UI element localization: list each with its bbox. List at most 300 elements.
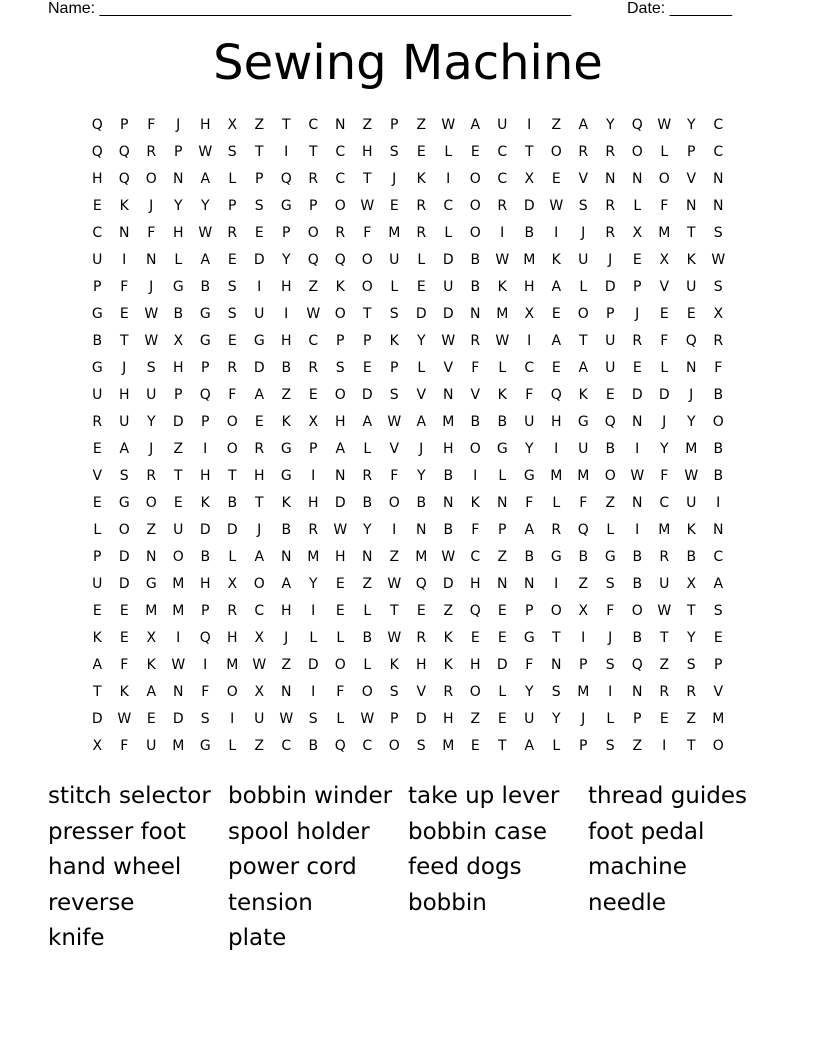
grid-letter: S [308, 711, 319, 727]
grid-letter: S [335, 360, 346, 376]
grid-letter: Z [497, 549, 508, 565]
grid-letter: P [498, 522, 507, 538]
grid-letter: R [632, 333, 643, 349]
grid-letter: W [549, 198, 564, 214]
grid-letter: G [91, 360, 104, 376]
grid-letter: K [551, 252, 562, 268]
grid-letter: K [578, 387, 589, 403]
grid-letter: Q [118, 171, 131, 187]
grid-letter: M [685, 441, 698, 457]
grid-letter: X [686, 576, 697, 592]
grid-letter: S [713, 279, 724, 295]
grid-letter: R [335, 225, 346, 241]
grid-letter: P [174, 387, 183, 403]
grid-letter: K [200, 495, 211, 511]
grid-letter: P [174, 144, 183, 160]
word-item: plate [228, 925, 287, 951]
grid-letter: M [442, 414, 455, 430]
grid-letter: O [361, 684, 374, 700]
grid-letter: D [442, 576, 455, 592]
grid-letter: I [527, 117, 532, 133]
grid-letter: Z [686, 711, 697, 727]
grid-letter: O [253, 576, 266, 592]
grid-letter: W [657, 603, 672, 619]
grid-row [84, 409, 732, 436]
grid-letter: Q [415, 576, 428, 592]
grid-letter: G [577, 414, 590, 430]
grid-letter: A [578, 117, 589, 133]
grid-letter: L [633, 198, 642, 214]
grid-letter: O [658, 171, 671, 187]
grid-letter: Y [524, 441, 535, 457]
grid-letter: I [554, 576, 559, 592]
grid-letter: P [93, 549, 102, 565]
grid-letter: L [552, 495, 561, 511]
grid-letter: S [389, 144, 400, 160]
grid-row [84, 706, 732, 733]
grid-letter: N [605, 171, 616, 187]
grid-letter: E [92, 198, 103, 214]
grid-letter: R [146, 144, 157, 160]
grid-letter: N [146, 549, 157, 565]
grid-letter: B [281, 522, 292, 538]
grid-letter: E [227, 333, 238, 349]
grid-letter: Y [659, 441, 670, 457]
grid-letter: A [200, 171, 211, 187]
grid-letter: F [660, 333, 669, 349]
grid-letter: H [199, 117, 212, 133]
grid-letter: A [470, 117, 481, 133]
grid-letter: B [200, 279, 211, 295]
grid-letter: G [280, 198, 293, 214]
grid-letter: F [390, 468, 399, 484]
grid-letter: J [149, 198, 154, 214]
grid-letter: O [469, 171, 482, 187]
grid-letter: N [281, 684, 292, 700]
grid-letter: C [335, 171, 346, 187]
grid-letter: H [253, 468, 266, 484]
grid-letter: S [146, 360, 157, 376]
grid-letter: G [280, 441, 293, 457]
grid-letter: M [712, 711, 725, 727]
grid-letter: W [387, 576, 402, 592]
word-item: hand wheel [48, 854, 182, 880]
grid-letter: K [686, 252, 697, 268]
grid-letter: N [632, 171, 643, 187]
grid-letter: J [176, 117, 181, 133]
grid-letter: L [606, 711, 615, 727]
grid-letter: B [362, 495, 373, 511]
grid-letter: R [227, 360, 238, 376]
grid-letter: W [198, 144, 213, 160]
grid-letter: K [119, 684, 130, 700]
grid-letter: F [201, 684, 210, 700]
grid-letter: N [146, 252, 157, 268]
grid-letter: L [174, 252, 183, 268]
grid-letter: O [469, 441, 482, 457]
grid-letter: S [389, 684, 400, 700]
grid-letter: I [230, 711, 235, 727]
word-item: bobbin [408, 889, 487, 916]
grid-letter: V [470, 387, 481, 403]
date-field: Date: _______ [627, 0, 732, 17]
grid-letter: M [226, 657, 239, 673]
word-item: spool holder [228, 818, 370, 845]
grid-letter: S [605, 576, 616, 592]
grid-letter: H [280, 279, 293, 295]
grid-letter: R [416, 225, 427, 241]
grid-letter: T [686, 603, 697, 619]
grid-letter: E [605, 387, 616, 403]
grid-letter: A [119, 441, 130, 457]
grid-letter: C [308, 333, 319, 349]
grid-letter: P [633, 711, 642, 727]
grid-letter: V [389, 441, 400, 457]
grid-letter: I [527, 333, 532, 349]
grid-letter: W [630, 468, 645, 484]
grid-letter: F [228, 387, 237, 403]
grid-letter: T [308, 144, 319, 160]
grid-letter: K [443, 657, 454, 673]
grid-letter: E [92, 441, 103, 457]
grid-letter: L [390, 279, 399, 295]
grid-letter: M [523, 252, 536, 268]
grid-letter: S [227, 144, 238, 160]
grid-letter: T [92, 684, 103, 700]
grid-letter: K [92, 630, 103, 646]
grid-letter: H [550, 414, 563, 430]
grid-letter: M [550, 468, 563, 484]
word-item: bobbin case [408, 818, 548, 845]
grid-letter: K [389, 657, 400, 673]
grid-letter: G [172, 279, 185, 295]
grid-letter: G [550, 549, 563, 565]
grid-letter: A [362, 414, 373, 430]
grid-letter: N [443, 387, 454, 403]
grid-letter: V [686, 171, 697, 187]
grid-letter: Q [469, 603, 482, 619]
grid-letter: L [228, 738, 237, 754]
grid-letter: Z [578, 576, 589, 592]
grid-letter: S [713, 603, 724, 619]
grid-letter: I [716, 495, 721, 511]
grid-letter: E [416, 144, 427, 160]
grid-letter: N [686, 360, 697, 376]
grid-letter: E [308, 387, 319, 403]
grid-letter: L [228, 171, 237, 187]
grid-letter: O [334, 657, 347, 673]
grid-letter: D [91, 711, 104, 727]
grid-letter: F [120, 657, 129, 673]
grid-letter: E [92, 603, 103, 619]
grid-letter: I [554, 225, 559, 241]
grid-letter: D [307, 657, 320, 673]
grid-letter: H [172, 360, 185, 376]
grid-letter: Y [308, 576, 319, 592]
grid-letter: X [92, 738, 103, 754]
grid-letter: F [579, 495, 588, 511]
grid-letter: P [336, 333, 345, 349]
grid-letter: S [389, 306, 400, 322]
grid-letter: R [551, 522, 562, 538]
grid-letter: G [280, 468, 293, 484]
grid-letter: W [333, 522, 348, 538]
grid-letter: Y [200, 198, 211, 214]
grid-letter: M [577, 684, 590, 700]
grid-letter: E [335, 576, 346, 592]
grid-letter: Z [146, 522, 157, 538]
grid-letter: B [632, 549, 643, 565]
grid-letter: M [496, 306, 509, 322]
grid-letter: S [227, 279, 238, 295]
grid-letter: O [145, 171, 158, 187]
grid-letter: S [389, 387, 400, 403]
grid-letter: K [389, 333, 400, 349]
grid-row [84, 733, 732, 760]
grid-letter: N [281, 549, 292, 565]
grid-letter: G [199, 333, 212, 349]
grid-letter: U [92, 387, 103, 403]
grid-letter: D [415, 711, 428, 727]
grid-letter: U [92, 576, 103, 592]
grid-letter: O [361, 252, 374, 268]
grid-letter: P [606, 306, 615, 322]
grid-letter: X [227, 117, 238, 133]
word-item: foot pedal [588, 818, 705, 845]
grid-letter: D [172, 414, 185, 430]
grid-letter: T [254, 144, 265, 160]
grid-letter: S [119, 468, 130, 484]
grid-letter: T [254, 495, 265, 511]
grid-letter: T [227, 468, 238, 484]
grid-letter: U [146, 738, 157, 754]
grid-letter: R [146, 468, 157, 484]
grid-letter: I [608, 684, 613, 700]
grid-letter: D [226, 522, 239, 538]
grid-letter: Q [604, 414, 617, 430]
grid-letter: X [524, 171, 535, 187]
grid-letter: L [498, 360, 507, 376]
grid-letter: W [387, 630, 402, 646]
grid-letter: A [551, 279, 562, 295]
grid-letter: T [551, 630, 562, 646]
grid-letter: N [632, 684, 643, 700]
grid-row [84, 490, 732, 517]
grid-letter: O [469, 225, 482, 241]
grid-letter: Z [389, 549, 400, 565]
grid-letter: L [498, 684, 507, 700]
grid-letter: C [470, 549, 481, 565]
grid-letter: H [361, 144, 374, 160]
grid-letter: O [388, 738, 401, 754]
grid-letter: Q [334, 738, 347, 754]
grid-letter: W [252, 657, 267, 673]
grid-letter: M [388, 225, 401, 241]
grid-letter: E [497, 630, 508, 646]
grid-letter: L [606, 522, 615, 538]
grid-letter: E [92, 495, 103, 511]
grid-letter: J [662, 414, 667, 430]
grid-letter: Y [281, 252, 292, 268]
grid-letter: L [579, 279, 588, 295]
grid-letter: R [659, 549, 670, 565]
grid-letter: V [659, 279, 670, 295]
grid-letter: U [605, 360, 616, 376]
grid-letter: X [254, 684, 265, 700]
grid-letter: X [308, 414, 319, 430]
grid-letter: B [713, 441, 724, 457]
grid-letter: J [122, 360, 127, 376]
grid-letter: W [441, 549, 456, 565]
grid-letter: M [145, 603, 158, 619]
grid-letter: K [335, 279, 346, 295]
grid-letter: E [497, 603, 508, 619]
grid-letter: U [254, 711, 265, 727]
grid-letter: Y [416, 333, 427, 349]
grid-letter: H [442, 441, 455, 457]
grid-letter: E [470, 630, 481, 646]
grid-letter: E [416, 603, 427, 619]
grid-letter: J [635, 306, 640, 322]
grid-letter: L [444, 144, 453, 160]
grid-letter: G [253, 333, 266, 349]
grid-letter: B [92, 333, 103, 349]
grid-letter: S [578, 198, 589, 214]
grid-letter: D [199, 522, 212, 538]
grid-letter: N [173, 684, 184, 700]
grid-letter: T [362, 306, 373, 322]
grid-letter: B [524, 225, 535, 241]
grid-letter: L [309, 630, 318, 646]
grid-letter: P [201, 360, 210, 376]
grid-letter: J [257, 522, 262, 538]
grid-letter: W [495, 252, 510, 268]
grid-letter: P [228, 198, 237, 214]
grid-letter: U [146, 387, 157, 403]
grid-letter: M [658, 225, 671, 241]
grid-letter: R [308, 360, 319, 376]
grid-letter: R [227, 603, 238, 619]
grid-letter: G [91, 306, 104, 322]
grid-letter: X [659, 252, 670, 268]
grid-letter: A [524, 738, 535, 754]
grid-letter: Y [686, 630, 697, 646]
grid-letter: S [416, 738, 427, 754]
word-item: stitch selector [48, 783, 211, 809]
grid-letter: O [577, 306, 590, 322]
grid-letter: A [92, 657, 103, 673]
grid-letter: A [254, 387, 265, 403]
grid-letter: N [713, 198, 724, 214]
grid-letter: H [469, 657, 482, 673]
grid-letter: N [119, 225, 130, 241]
grid-letter: W [360, 198, 375, 214]
grid-letter: H [334, 414, 347, 430]
word-item: presser foot [48, 818, 186, 845]
grid-letter: L [336, 630, 345, 646]
grid-letter: E [362, 360, 373, 376]
grid-letter: U [686, 495, 697, 511]
grid-letter: R [578, 144, 589, 160]
grid-letter: W [387, 414, 402, 430]
grid-letter: B [443, 468, 454, 484]
grid-letter: P [309, 198, 318, 214]
grid-letter: Z [362, 576, 373, 592]
grid-letter: E [659, 306, 670, 322]
grid-letter: F [525, 495, 534, 511]
grid-letter: G [145, 576, 158, 592]
grid-letter: E [659, 711, 670, 727]
grid-letter: R [92, 414, 103, 430]
grid-letter: E [416, 279, 427, 295]
grid-letter: E [389, 198, 400, 214]
grid-letter: L [93, 522, 102, 538]
grid-letter: B [470, 252, 481, 268]
grid-letter: O [226, 684, 239, 700]
grid-letter: I [284, 144, 289, 160]
grid-row [84, 382, 732, 409]
grid-letter: S [605, 738, 616, 754]
grid-letter: P [714, 657, 723, 673]
grid-letter: R [659, 684, 670, 700]
grid-letter: H [469, 576, 482, 592]
grid-letter: U [524, 414, 535, 430]
grid-letter: X [146, 630, 157, 646]
grid-letter: P [363, 333, 372, 349]
grid-letter: H [199, 576, 212, 592]
grid-letter: M [442, 738, 455, 754]
word-item: feed dogs [408, 854, 522, 880]
grid-letter: J [689, 387, 694, 403]
word-item: thread guides [588, 783, 748, 809]
grid-letter: I [311, 684, 316, 700]
grid-letter: O [334, 306, 347, 322]
grid-letter: K [146, 657, 157, 673]
grid-letter: L [363, 441, 372, 457]
grid-letter: B [173, 306, 184, 322]
grid-letter: K [686, 522, 697, 538]
word-item: needle [588, 889, 667, 916]
grid-letter: B [524, 549, 535, 565]
grid-letter: G [604, 549, 617, 565]
grid-letter: Q [280, 171, 293, 187]
grid-letter: J [608, 252, 613, 268]
grid-letter: P [120, 117, 129, 133]
grid-letter: Z [254, 117, 265, 133]
grid-letter: V [92, 468, 103, 484]
grid-letter: G [199, 306, 212, 322]
grid-letter: Y [416, 468, 427, 484]
grid-letter: Q [91, 117, 104, 133]
grid-letter: M [172, 603, 185, 619]
grid-letter: H [91, 171, 104, 187]
grid-letter: K [119, 198, 130, 214]
grid-letter: E [632, 252, 643, 268]
grid-letter: I [311, 468, 316, 484]
grid-letter: S [686, 657, 697, 673]
grid-row [84, 436, 732, 463]
grid-row [84, 679, 732, 706]
grid-letter: A [200, 252, 211, 268]
grid-letter: E [254, 225, 265, 241]
grid-letter: Y [362, 522, 373, 538]
grid-letter: E [335, 603, 346, 619]
grid-letter: H [280, 603, 293, 619]
grid-letter: R [686, 684, 697, 700]
grid-letter: F [660, 198, 669, 214]
grid-letter: H [172, 225, 185, 241]
grid-letter: D [172, 711, 185, 727]
